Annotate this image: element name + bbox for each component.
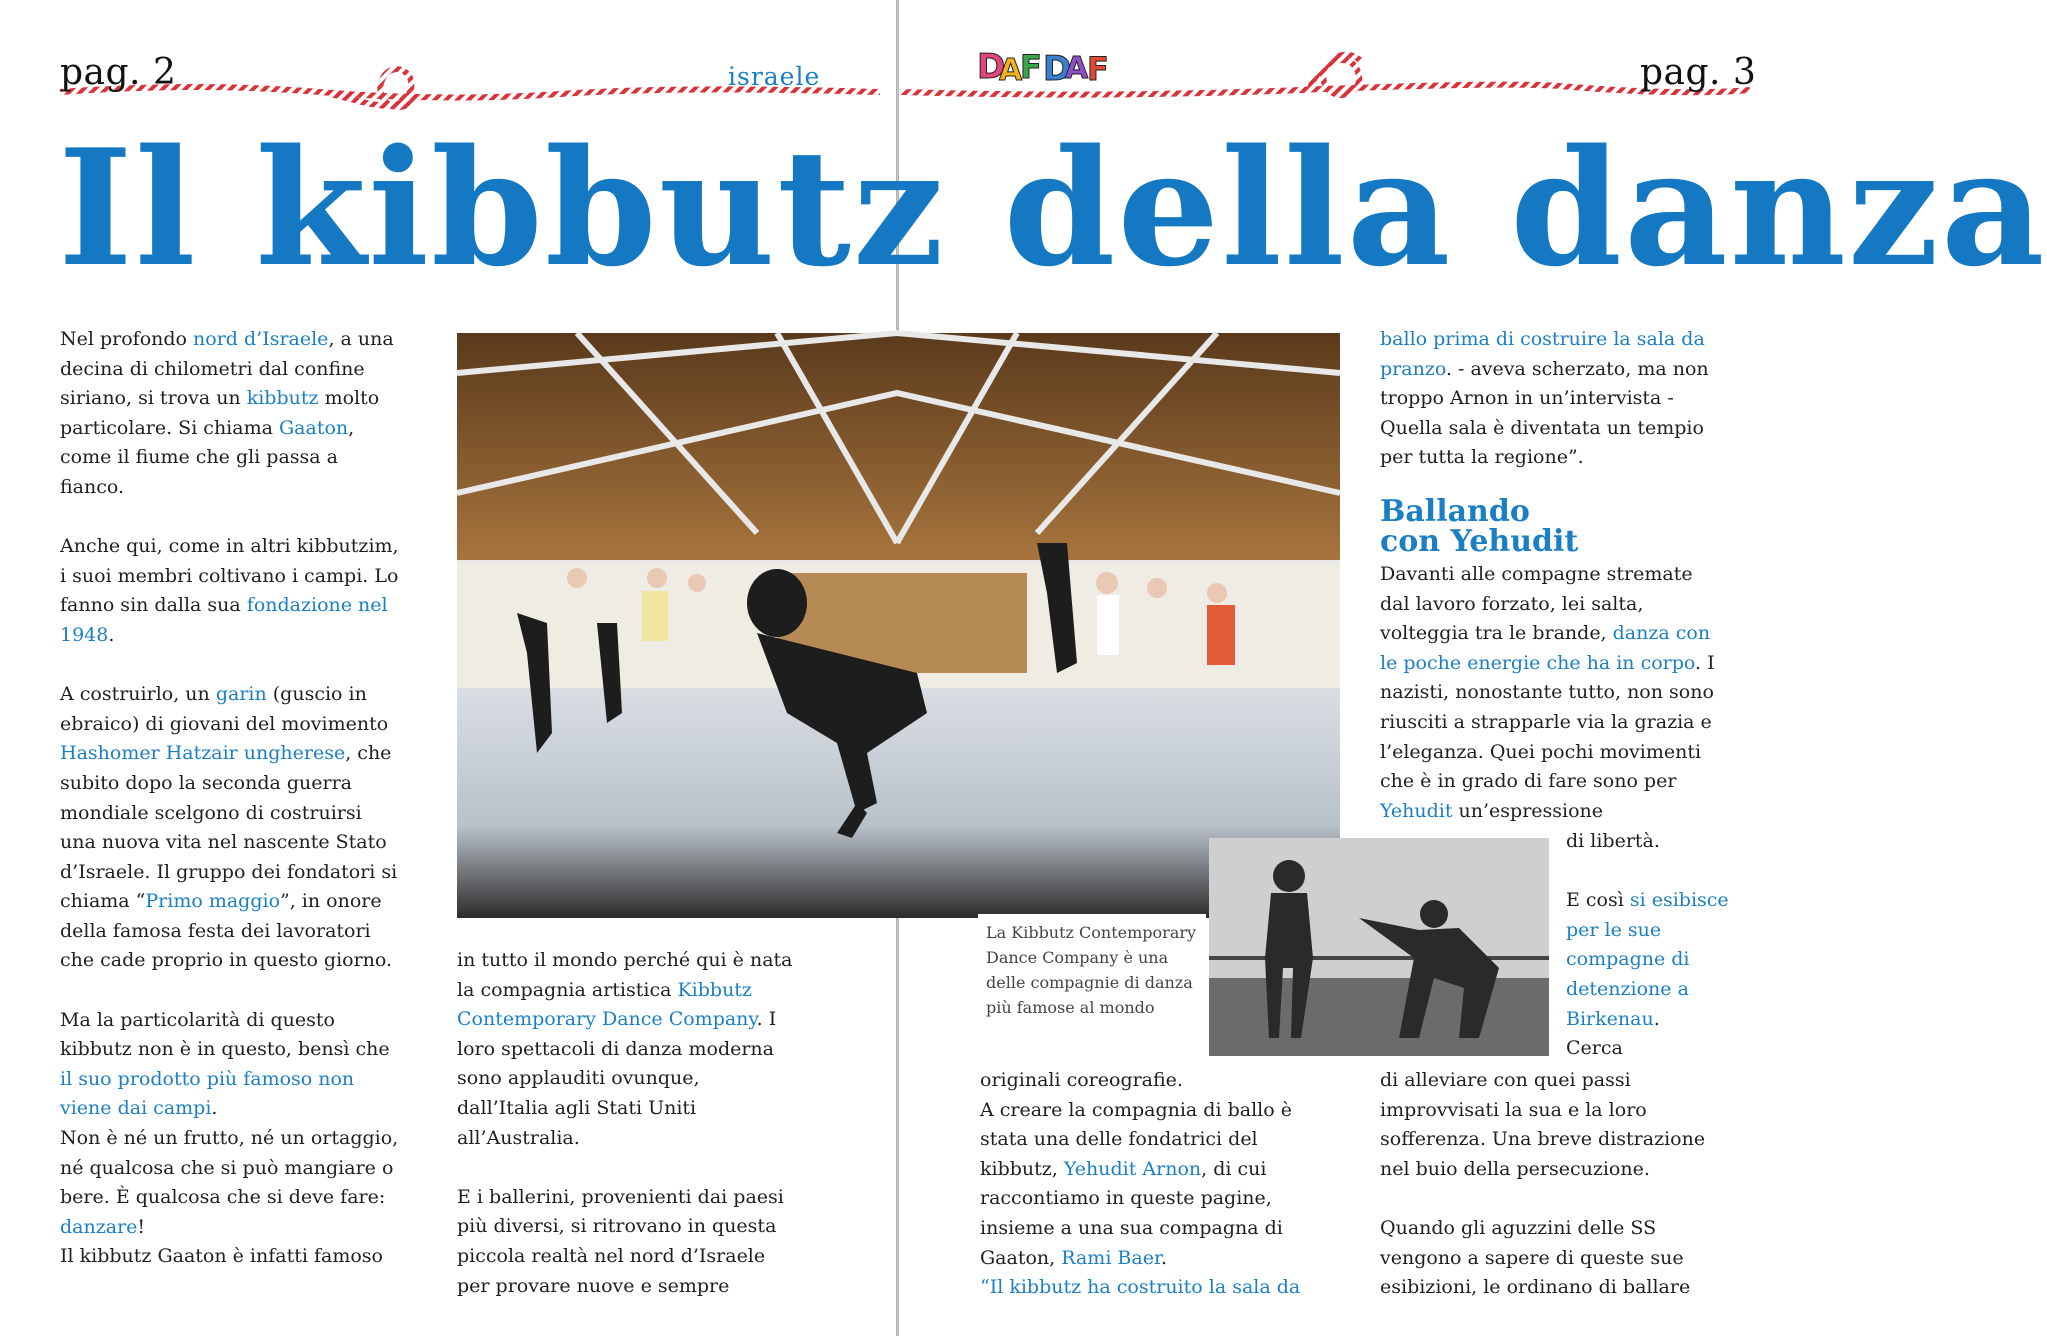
article-column-4-top [1380,325,1720,473]
svg-text:A: A [1065,51,1089,86]
paragraph: E così si esibisce per le sue compagne di detenzione a Birkenau. [1566,889,1729,1030]
dafdaf-logo [975,40,1113,88]
paragraph: Davanti alle compagne stremate dal lavoro forzato, lei salta, volteggia tra le brande, danza con le poche energie che ha in corpo. I nazisti, nonostante tutto, non sono riusciti a strapparle via la grazia e l’eleganza. Quei pochi movimenti che è in grado di fare sono per Yehudit un’espressione [1380,563,1715,822]
svg-text:F: F [1087,50,1109,88]
archive-dance-photo [1209,838,1549,1056]
paragraph: Anche qui, come in altri kibbutzim, i suoi membri coltivano i campi. Lo fanno sin dalla sua fondazione nel 1948. [60,535,399,646]
paragraph: di alleviare con quei passi improvvisati la sua e la loro sofferenza. Una breve distrazione nel buio della persecuzione. [1380,1069,1706,1180]
article-column-4-mid [1380,560,1720,826]
paragraph: ballo prima di costruire la sala da pranzo. - aveva scherzato, ma non troppo Arnon in un’intervista - Quella sala è diventata un tempio per tutta la regione”. [1380,328,1709,469]
photo-caption: La Kibbutz Contemporary Dance Company è una delle compagnie di danza più famose al mondo [978,914,1206,1056]
svg-text:F: F [1020,48,1042,86]
article-column-4-narrow [1566,827,1736,1064]
paragraph: Non è né un frutto, né un ortaggio, né qualcosa che si può mangiare o bere. È qualcosa che si deve fare: danzare! [60,1127,399,1238]
svg-text:A: A [999,53,1023,88]
paragraph: A costruirlo, un garin (guscio in ebraico) di giovani del movimento Hashomer Hatzair ungherese, che subito dopo la seconda guerra mondiale scelgono di costruirsi una nuova vita nel nascente Stato d’Israele. Il gruppo dei fondatori si chiama “Primo maggio”, in onore della famosa festa dei lavoratori che cade proprio in questo giorno. [60,683,398,972]
page-number-right: pag. 3 [1640,52,1757,93]
article-column-1 [60,325,400,1272]
page-number-left: pag. 2 [60,52,177,93]
paragraph: “Il kibbutz ha costruito la sala da [980,1276,1301,1299]
paragraph: originali coreografie. [980,1069,1183,1091]
paragraph: E i ballerini, provenienti dai paesi più diversi, si ritrovano in questa piccola realtà nel nord d’Israele per provare nuove e sempre [457,1185,784,1297]
paragraph: Quando gli aguzzini delle SS vengono a sapere di queste sue esibizioni, le ordinano di ballare [1380,1216,1691,1299]
paragraph: Nel profondo nord d’Israele, a una decina di chilometri dal confine siriano, si trova un kibbutz molto particolare. Si chiama Gaaton, come il fiume che gli passa a fianco. [60,328,394,498]
article-column-2 [457,946,797,1301]
article-column-3 [980,1066,1320,1303]
section-label: israele [728,62,821,91]
paragraph: Ma la particolarità di questo kibbutz non è in questo, bensì che il suo prodotto più famoso non viene dai campi. [60,1008,390,1120]
paragraph: Il kibbutz Gaaton è infatti famoso [60,1245,383,1268]
paragraph: Cerca [1566,1037,1623,1060]
paragraph: in tutto il mondo perché qui è nata la compagnia artistica Kibbutz Contemporary Dance Company. I loro spettacoli di danza moderna sono applauditi ovunque, dall’Italia agli Stati Uniti all’Australia. [457,949,793,1149]
svg-text:D: D [977,47,1006,87]
article-column-4-bottom [1380,1066,1720,1303]
dance-studio-photo [457,333,1340,918]
headline: Il kibbutz della danza [58,114,2047,302]
paragraph: A creare la compagnia di ballo è stata una delle fondatrici del kibbutz, Yehudit Arnon, di cui raccontiamo in queste pagine, insieme a una sua compagna di Gaaton, Rami Baer. [980,1098,1292,1269]
subheading: Ballando con Yehudit [1380,494,1579,559]
paragraph: di libertà. [1566,830,1660,852]
svg-text:D: D [1043,49,1072,89]
